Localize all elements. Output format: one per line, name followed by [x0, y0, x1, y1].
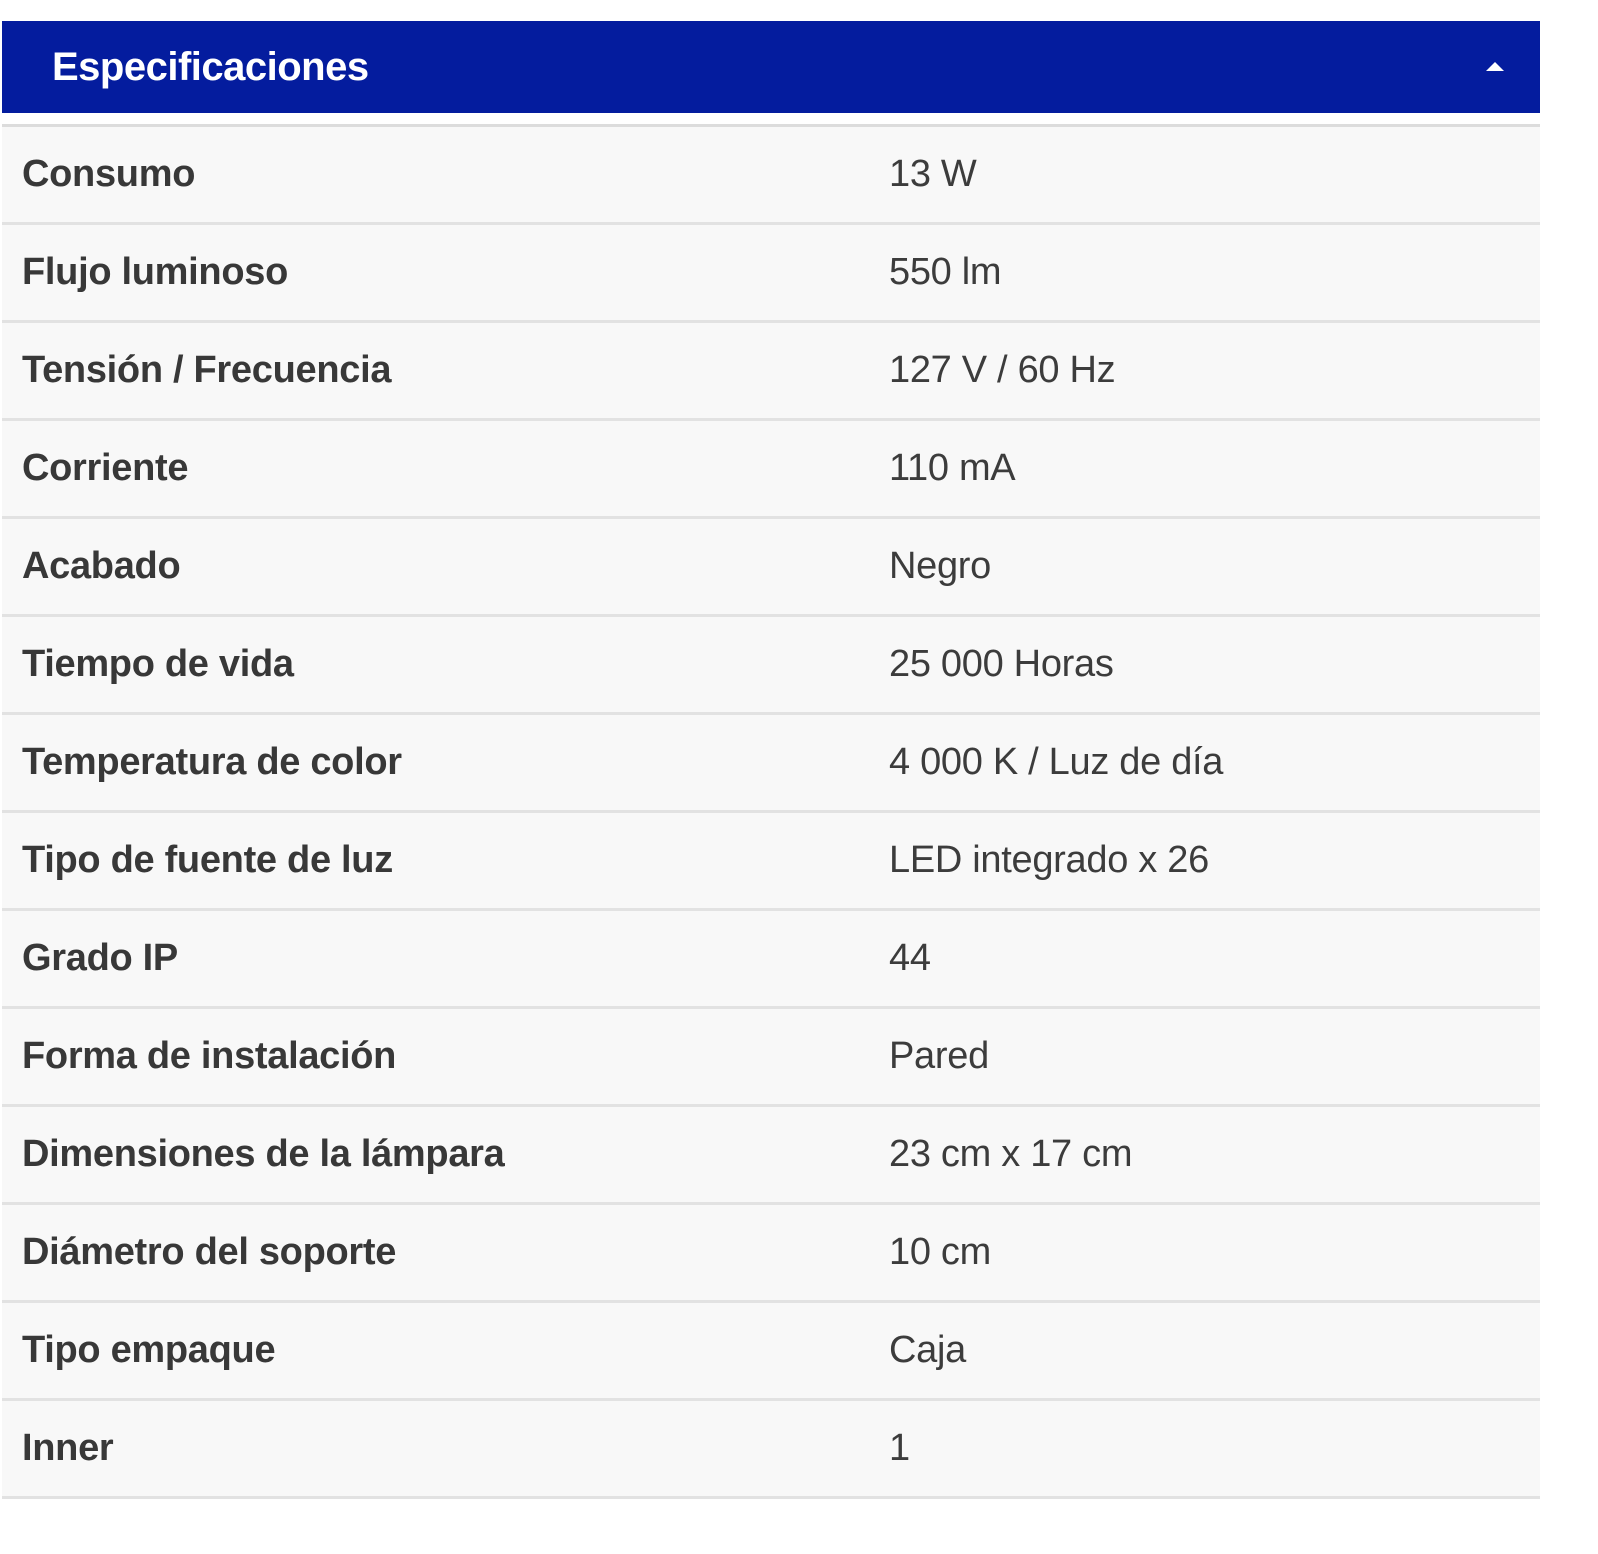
specifications-accordion — [2, 21, 1540, 1499]
caret-up-icon[interactable] — [1486, 62, 1504, 71]
spec-value: 4 000 K / Luz de día — [889, 741, 1224, 783]
spec-row — [2, 421, 1540, 519]
spec-row — [2, 127, 1540, 225]
spec-value: 23 cm x 17 cm — [889, 1133, 1133, 1175]
spec-row — [2, 715, 1540, 813]
spec-label: Temperatura de color — [22, 741, 402, 783]
spec-row — [2, 813, 1540, 911]
spec-row — [2, 911, 1540, 1009]
spec-value: 25 000 Horas — [889, 643, 1114, 685]
spec-value: 550 lm — [889, 251, 1002, 293]
spec-row — [2, 519, 1540, 617]
spec-row — [2, 1009, 1540, 1107]
spec-label: Acabado — [22, 545, 181, 587]
spec-label: Corriente — [22, 447, 189, 489]
spec-row — [2, 323, 1540, 421]
spec-row — [2, 1205, 1540, 1303]
spec-label: Grado IP — [22, 937, 178, 979]
spec-value: Negro — [889, 545, 991, 587]
spec-label: Tiempo de vida — [22, 643, 294, 685]
spec-label: Diámetro del soporte — [22, 1231, 397, 1273]
spec-value: 110 mA — [889, 447, 1016, 489]
spec-label: Dimensiones de la lámpara — [22, 1133, 505, 1175]
spec-value: 44 — [889, 937, 931, 979]
specifications-accordion-header[interactable] — [2, 21, 1540, 113]
accordion-title: Especificaciones — [52, 44, 369, 89]
spec-label: Tensión / Frecuencia — [22, 349, 392, 391]
spec-row — [2, 1303, 1540, 1401]
spec-value: Caja — [889, 1329, 966, 1371]
spec-label: Tipo de fuente de luz — [22, 839, 393, 881]
spec-label: Consumo — [22, 153, 196, 195]
spec-label: Forma de instalación — [22, 1035, 397, 1077]
spec-row — [2, 1401, 1540, 1499]
spec-label: Flujo luminoso — [22, 251, 288, 293]
spec-value: 10 cm — [889, 1231, 991, 1273]
spec-value: 1 — [889, 1427, 910, 1469]
spec-row — [2, 617, 1540, 715]
spec-label: Tipo empaque — [22, 1329, 276, 1371]
spec-value: 127 V / 60 Hz — [889, 349, 1116, 391]
spec-value: LED integrado x 26 — [889, 839, 1209, 881]
spec-row — [2, 1107, 1540, 1205]
spec-value: 13 W — [889, 153, 977, 195]
spec-value: Pared — [889, 1035, 989, 1077]
spec-row — [2, 225, 1540, 323]
spec-table — [2, 124, 1540, 1499]
spec-label: Inner — [22, 1427, 114, 1469]
